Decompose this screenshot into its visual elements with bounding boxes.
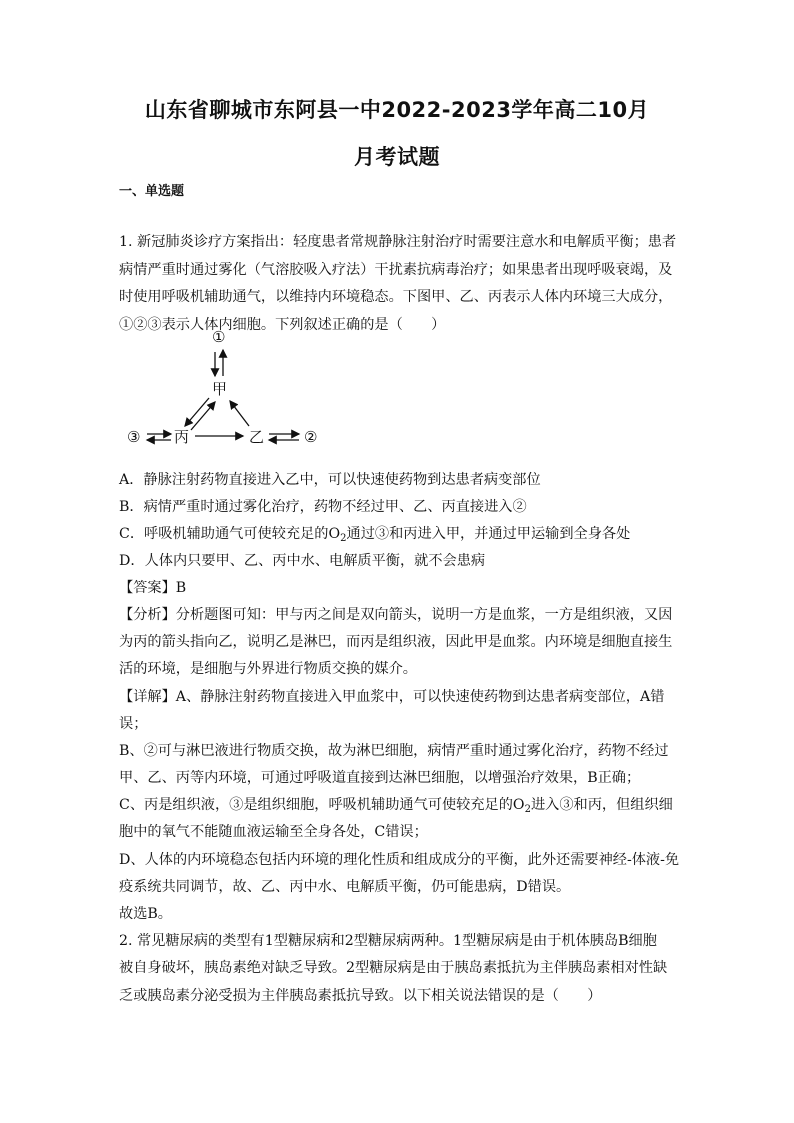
detail-line-8: 疫系统共同调节，故、乙、丙中水、电解质平衡，仍可能患病，D错误。 (119, 879, 571, 895)
node-cell-2: ② (304, 428, 318, 446)
q2-line-3: 乏或胰岛素分泌受损为主伴胰岛素抵抗导致。以下相关说法错误的是（ ） (119, 988, 602, 1004)
option-c-text-1: C．呼吸机辅助通气可使较充足的O (119, 526, 341, 542)
detail-line-5 (119, 796, 673, 819)
analysis-line-3: 活的环境，是细胞与外界进行物质交换的媒介。 (119, 661, 417, 677)
node-bing: 丙 (174, 428, 190, 446)
node-cell-1: ① (212, 328, 226, 346)
analysis-line-1: 【分析】分析题图可知：甲与丙之间是双向箭头，说明一方是血浆，一方是组织液，又因 (119, 607, 673, 623)
node-jia: 甲 (212, 380, 228, 398)
q1-line-3: 时使用呼吸机辅助通气，以维持内环境稳态。下图甲、乙、丙表示人体内环境三大成分， (119, 289, 673, 305)
arrow-bing-to-jia (191, 402, 215, 430)
title-line-1: 山东省聊城市东阿县一中2022-2023学年高二10月 (144, 98, 650, 122)
option-c-text-2: 通过③和丙进入甲，并通过甲运输到全身各处 (346, 526, 631, 542)
detail-line-9: 故选B。 (119, 906, 172, 922)
title-line-2: 月考试题 (354, 145, 440, 169)
option-c (119, 525, 630, 548)
q2-line-1: 2. 常见糖尿病的类型有1型糖尿病和2型糖尿病两种。1型糖尿病是由于机体胰岛B细胞 (119, 933, 657, 949)
option-d: D．人体内只要甲、乙、丙中水、电解质平衡，就不会患病 (119, 553, 486, 569)
body-fluid-diagram (119, 322, 339, 452)
q1-line-1: 1. 新冠肺炎诊疗方案指出：轻度患者常规静脉注射治疗时需要注意水和电解质平衡；患者 (119, 234, 677, 250)
detail-line-4: 甲、乙、丙等内环境，可通过呼吸道直接到达淋巴细胞，以增强治疗效果，B正确； (119, 770, 641, 786)
detail-line-1: 【详解】A、静脉注射药物直接进入甲血浆中，可以快速使药物到达患者病变部位，A错 (119, 689, 665, 705)
answer: 【答案】B (119, 580, 187, 596)
analysis-line-2: 为丙的箭头指向乙，说明乙是淋巴，而丙是组织液，因此甲是血浆。内环境是细胞直接生 (119, 634, 673, 650)
detail-line-5-text-1: C、丙是组织液，③是组织细胞，呼吸机辅助通气可使较充足的O (119, 797, 525, 813)
q1-line-2: 病情严重时通过雾化（气溶胶吸入疗法）干扰素抗病毒治疗；如果患者出现呼吸衰竭，及 (119, 262, 673, 278)
q2-line-2: 被自身破坏，胰岛素绝对缺乏导致。2型糖尿病是由于胰岛素抵抗为主伴胰岛素相对性缺 (119, 960, 668, 976)
option-a: A．静脉注射药物直接进入乙中，可以快速使药物到达患者病变部位 (119, 472, 541, 488)
arrow-jia-to-bing (185, 398, 209, 426)
detail-line-2: 误； (119, 716, 148, 732)
detail-line-3: B、②可与淋巴液进行物质交换，故为淋巴细胞，病情严重时通过雾化治疗，药物不经过 (119, 743, 669, 759)
detail-line-5-subscript: 2 (524, 804, 531, 815)
node-cell-3: ③ (127, 428, 141, 446)
node-yi: 乙 (249, 428, 265, 446)
section-heading: 一、单选题 (119, 184, 185, 199)
detail-line-6: 胞中的氧气不能随血液运输至全身各处，C错误； (119, 824, 428, 840)
detail-line-5-text-2: 进入③和丙，但组织细 (530, 797, 673, 813)
option-c-subscript: 2 (340, 533, 347, 544)
q1-line-4: ①②③表示人体内细胞。下列叙述正确的是（ ） (119, 317, 446, 333)
option-b: B．病情严重时通过雾化治疗，药物不经过甲、乙、丙直接进入② (119, 499, 527, 515)
detail-line-7: D、人体的内环境稳态包括内环境的理化性质和组成成分的平衡，此外还需要神经-体液-免 (119, 852, 680, 868)
arrow-yi-to-jia (230, 401, 249, 426)
